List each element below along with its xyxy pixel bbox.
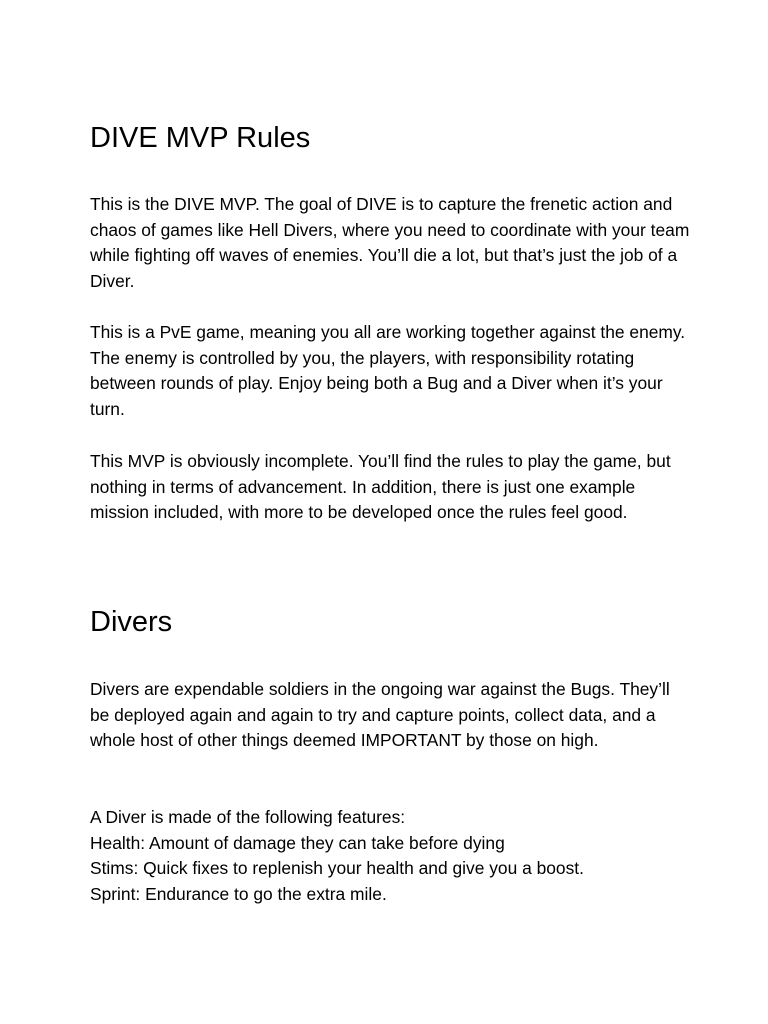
divers-paragraph: Divers are expendable soldiers in the ongoing war against the Bugs. They’ll be deployed again and again to try and capture points, collect data, and a whole host of other things deemed IMPORTANT by those on high. xyxy=(90,679,670,751)
feature-sprint: Sprint: Endurance to go the extra mile. xyxy=(90,884,387,905)
feature-health: Health: Amount of damage they can take before dying xyxy=(90,832,505,853)
divers-section-heading: Divers xyxy=(90,606,173,638)
intro-paragraph: This is the DIVE MVP. The goal of DIVE is to capture the frenetic action and chaos of games like Hell Divers, where you need to coordinate with your team while fighting off waves of enemies. You’ll die a lot, but that’s just the job of a Diver. xyxy=(90,194,690,292)
document-title: DIVE MVP Rules xyxy=(90,122,311,154)
intro-paragraph: This is a PvE game, meaning you all are working together against the enemy. The enemy is controlled by you, the players, with responsibility rotating between rounds of play. Enjoy being both a Bug and a Diver when it’s your turn. xyxy=(90,322,686,420)
features-intro: A Diver is made of the following features: xyxy=(90,807,406,827)
feature-stims: Stims: Quick fixes to replenish your health and give you a boost. xyxy=(90,858,584,879)
intro-paragraph: This MVP is obviously incomplete. You’ll find the rules to play the game, but nothing in terms of advancement. In addition, there is just one example mission included, with more to be developed once the rules feel good. xyxy=(90,451,671,523)
diver-features-list xyxy=(90,805,690,908)
